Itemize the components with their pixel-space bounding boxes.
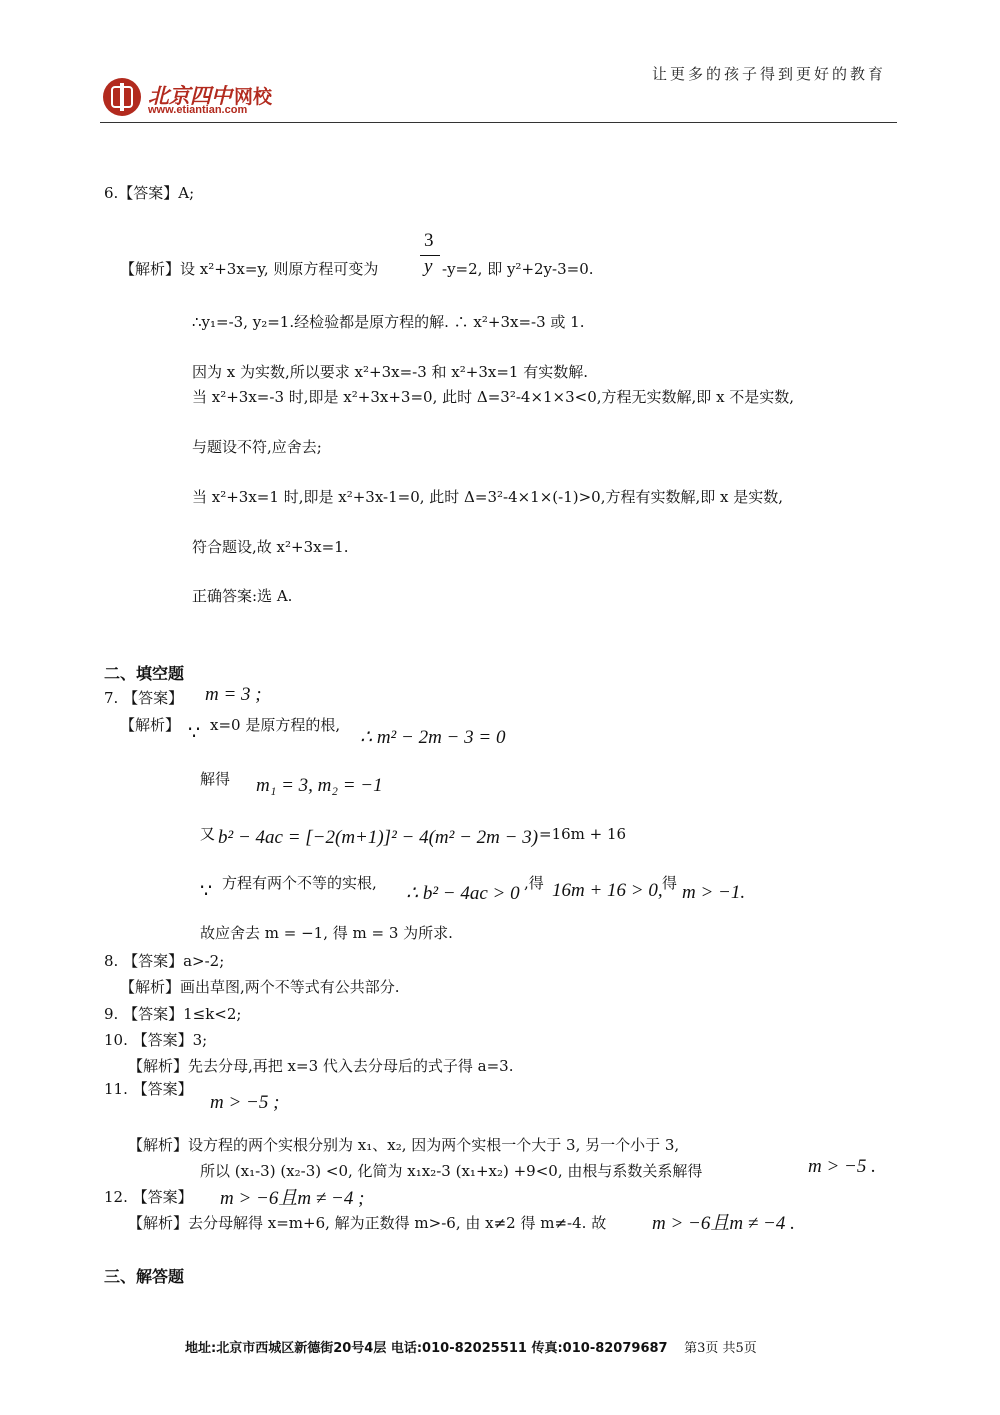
q11-answer: 11. 【答案】 bbox=[104, 1080, 193, 1098]
q7-disc-result: =16m + 16 bbox=[539, 825, 627, 843]
q7-get-2: 得 bbox=[662, 874, 678, 892]
q6-line3: 当 x²+3x=-3 时,即是 x²+3x+3=0, 此时 Δ=3²-4×1×3<0,方程无实数解,即 x 不是实数, bbox=[192, 388, 795, 406]
q11-analysis-2-math: m > −5 . bbox=[808, 1156, 876, 1177]
q6-frac-num: 3 bbox=[424, 230, 434, 251]
logo-sub: 网校 bbox=[234, 86, 273, 108]
q12-answer: 12. 【答案】 bbox=[104, 1188, 193, 1206]
q11-analysis-2: 所以 (x₁-3) (x₂-3) <0, 化简为 x₁x₂-3 (x₁+x₂) +9<0, 由根与系数关系解得 bbox=[200, 1162, 703, 1180]
q7-text2: 方程有两个不等的实根, bbox=[222, 874, 377, 892]
q6-line4: 与题设不符,应舍去; bbox=[192, 438, 322, 456]
q11-analysis-1: 【解析】设方程的两个实根分别为 x₁、x₂, 因为两个实根一个大于 3, 另一个小于 3, bbox=[128, 1136, 680, 1154]
section-fill-blank-title: 二、填空题 bbox=[104, 664, 185, 683]
logo-url: www.etiantian.com bbox=[148, 104, 248, 116]
q7-ineq-1: 16m + 16 > 0, bbox=[552, 880, 663, 901]
q7-solve-math: m₁ = 3, m₂ = −1 bbox=[256, 775, 383, 796]
q7-solve-label: 解得 bbox=[200, 770, 231, 788]
q7-also: 又 bbox=[200, 825, 216, 843]
q9-answer: 9. 【答案】1≤k<2; bbox=[104, 1005, 242, 1023]
q7-disc-math: b² − 4ac = [−2(m+1)]² − 4(m² − 2m − 3) bbox=[218, 827, 539, 848]
footer bbox=[185, 1337, 757, 1356]
q6-line6: 符合题设,故 x²+3x=1. bbox=[192, 538, 349, 556]
q7-text1: x=0 是原方程的根, bbox=[210, 716, 341, 734]
q6-analysis-a: 【解析】设 x²+3x=y, 则原方程可变为 bbox=[120, 260, 379, 278]
q10-analysis: 【解析】先去分母,再把 x=3 代入去分母后的式子得 a=3. bbox=[128, 1057, 514, 1075]
logo-emblem-icon bbox=[103, 78, 141, 116]
q6-line5: 当 x²+3x=1 时,即是 x²+3x-1=0, 此时 Δ=3²-4×1×(-1)>0,方程有实数解,即 x 是实数, bbox=[192, 488, 784, 506]
footer-address: 地址:北京市西城区新德街20号4层 电话:010-82025511 传真:010-82079687 bbox=[185, 1341, 668, 1356]
q7-therefore-2: ∴ b² − 4ac > 0 bbox=[406, 883, 520, 904]
q7-answer-label: 7. 【答案】 bbox=[104, 689, 184, 707]
q11-answer-math: m > −5 ; bbox=[210, 1092, 280, 1113]
logo-name: 北京四中 bbox=[148, 83, 232, 108]
q7-get-1: ,得 bbox=[524, 874, 544, 892]
q7-because-2: ∵ bbox=[200, 881, 213, 902]
header-slogan: 让更多的孩子得到更好的教育 bbox=[652, 65, 887, 83]
q6-answer: 6.【答案】A; bbox=[104, 184, 195, 202]
q12-analysis-math: m > −6且m ≠ −4 . bbox=[652, 1213, 795, 1234]
q10-answer: 10. 【答案】3; bbox=[104, 1031, 208, 1049]
q7-analysis-label: 【解析】 bbox=[120, 716, 181, 734]
q8-analysis: 【解析】画出草图,两个不等式有公共部分. bbox=[120, 978, 400, 996]
q6-analysis-b: -y=2, 即 y²+2y-3=0. bbox=[442, 260, 594, 278]
header-divider bbox=[100, 122, 897, 123]
q6-frac-den: y bbox=[424, 256, 433, 277]
q6-line2: 因为 x 为实数,所以要求 x²+3x=-3 和 x²+3x=1 有实数解. bbox=[192, 363, 588, 381]
q7-answer-math: m = 3 ; bbox=[205, 684, 262, 705]
q12-answer-math: m > −6且m ≠ −4 ; bbox=[220, 1188, 365, 1209]
footer-page: 第3页 共5页 bbox=[684, 1341, 757, 1356]
q8-answer: 8. 【答案】a>-2; bbox=[104, 952, 225, 970]
q7-therefore-1: ∴ m² − 2m − 3 = 0 bbox=[360, 727, 506, 748]
q6-line1: ∴y₁=-3, y₂=1.经检验都是原方程的解. ∴ x²+3x=-3 或 1. bbox=[192, 313, 585, 331]
q7-because-1: ∵ bbox=[188, 723, 201, 744]
section-solve-title: 三、解答题 bbox=[104, 1267, 185, 1286]
q12-analysis: 【解析】去分母解得 x=m+6, 解为正数得 m>-6, 由 x≠2 得 m≠-4. 故 bbox=[128, 1214, 607, 1232]
q7-ineq-2: m > −1. bbox=[682, 882, 746, 903]
q7-conclusion: 故应舍去 m = −1, 得 m = 3 为所求. bbox=[200, 924, 453, 942]
q6-line7: 正确答案:选 A. bbox=[192, 587, 293, 605]
